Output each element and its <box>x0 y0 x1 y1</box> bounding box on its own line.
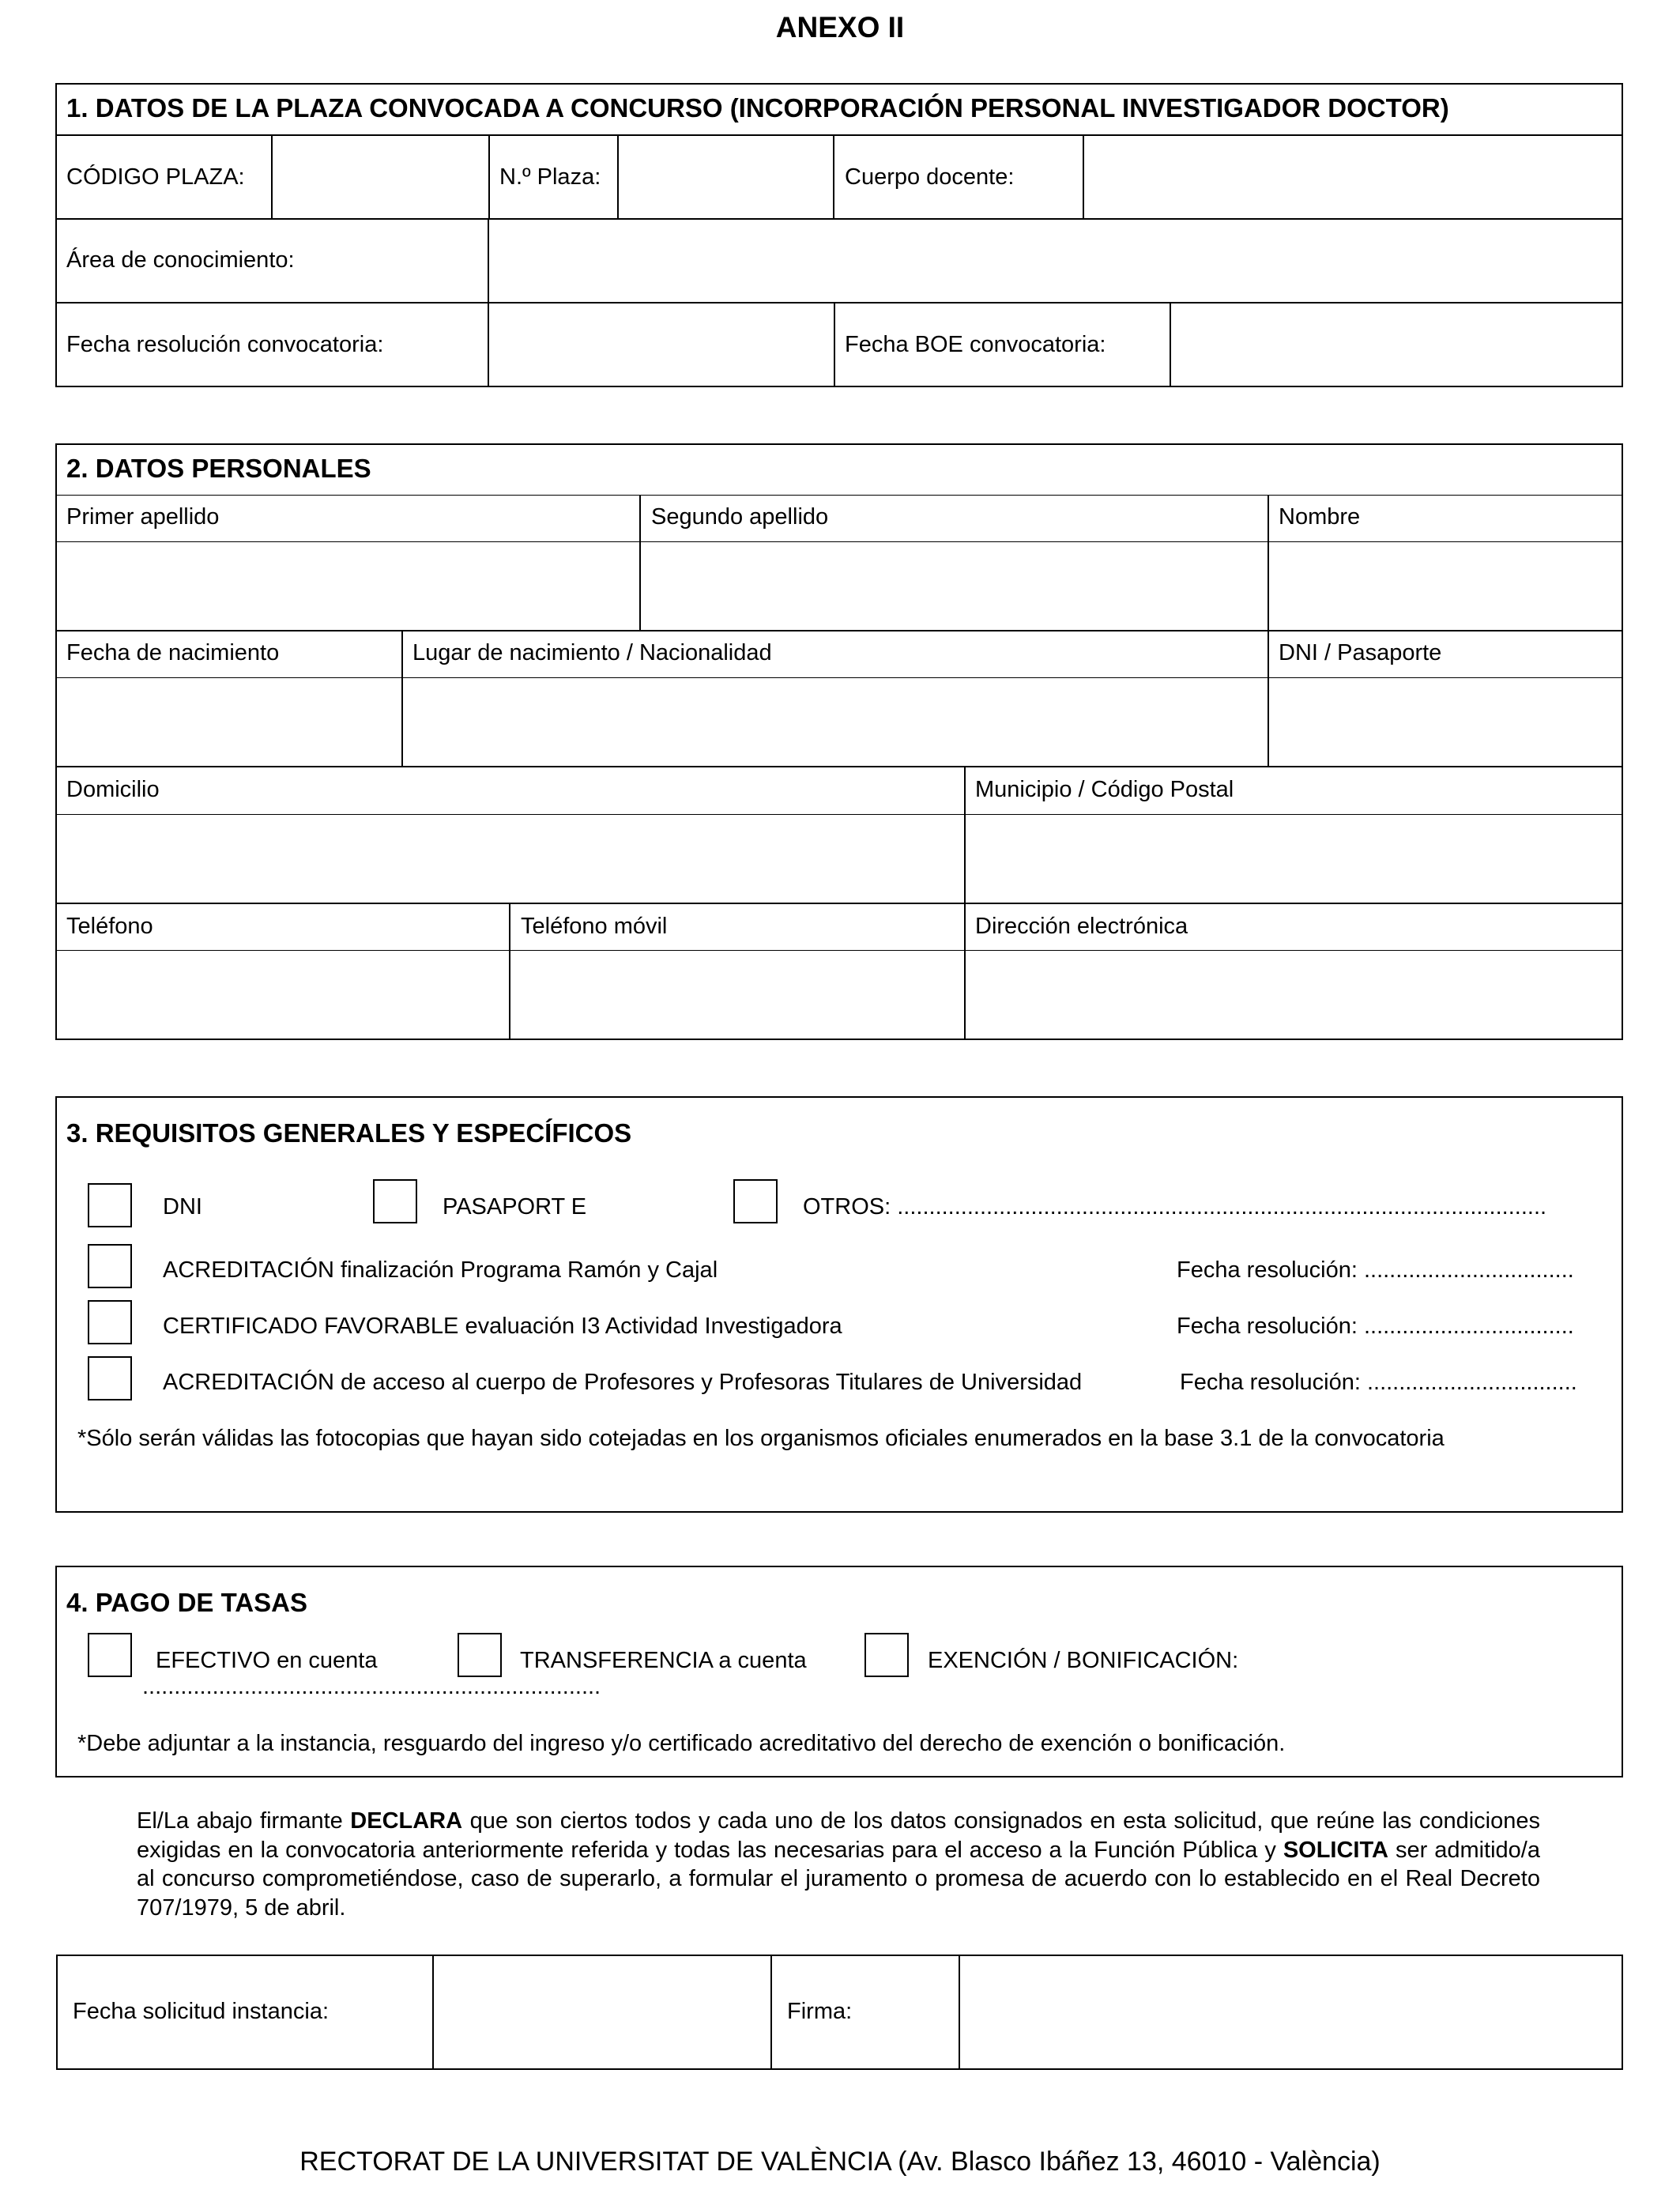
n-plaza-label: N.º Plaza: <box>499 164 601 190</box>
tasas-note: *Debe adjuntar a la instancia, resguardo del ingreso y/o certificado acreditativo del derecho de exención o bonificación. <box>77 1731 1286 1756</box>
primer-apellido-divider <box>55 541 640 542</box>
section-personal-header: 2. DATOS PERSONALES <box>66 454 371 483</box>
fecha-nacimiento-input[interactable] <box>57 679 401 765</box>
efectivo-checkbox[interactable] <box>88 1633 132 1677</box>
direccion-electronica-divider <box>965 950 1623 951</box>
exencion-checkbox[interactable] <box>864 1633 909 1677</box>
requisitos-note: *Sólo serán válidas las fotocopias que hayan sido cotejadas en los organismos oficiales enumerados en la base 3.1 de la convocatoria <box>77 1426 1445 1451</box>
fecha-boe-input[interactable] <box>1172 304 1620 385</box>
fecha-resolucion-label: Fecha resolución convocatoria: <box>66 332 384 357</box>
nombre-input[interactable] <box>1270 543 1620 629</box>
fecha-boe-label: Fecha BOE convocatoria: <box>845 332 1106 357</box>
nombre-divider <box>1268 541 1623 542</box>
fecha-solicitud-label: Fecha solicitud instancia: <box>73 1999 329 2024</box>
declaration-text <box>137 1807 1540 1922</box>
telefono-input[interactable] <box>57 952 508 1038</box>
exencion-label: EXENCIÓN / BONIFICACIÓN: <box>928 1648 1239 1673</box>
exencion-dots: ........................................................................ <box>142 1674 601 1699</box>
cuerpo-docente-input[interactable] <box>1085 137 1620 217</box>
ramon-y-cajal-label: ACREDITACIÓN finalización Programa Ramón y Cajal <box>163 1257 718 1283</box>
lugar-nacimiento-divider <box>402 677 1268 678</box>
fecha-solicitud-input[interactable] <box>435 1956 770 2068</box>
area-conocimiento-label: Área de conocimiento: <box>66 247 295 273</box>
declaration-part3: ser admitido/a al concurso comprometiéndose, caso de superarlo, a formular el juramento o promesa de acuerdo con lo establecido en el Real Decreto 707/1979, 5 de abril. <box>137 1837 1540 1921</box>
pasaporte-checkbox[interactable] <box>373 1179 417 1223</box>
footer-address: RECTORAT DE LA UNIVERSITAT DE VALÈNCIA (Av. Blasco Ibáñez 13, 46010 - València) <box>299 2147 1381 2177</box>
direccion-electronica-input[interactable] <box>966 952 1620 1038</box>
otros-checkbox[interactable] <box>733 1179 778 1223</box>
firma-label: Firma: <box>787 1999 853 2024</box>
acreditacion-titulares-checkbox[interactable] <box>88 1356 132 1400</box>
ramon-y-cajal-checkbox[interactable] <box>88 1244 132 1288</box>
firma-input[interactable] <box>961 1956 1620 2068</box>
telefono-movil-label: Teléfono móvil <box>521 914 668 939</box>
lugar-nacimiento-input[interactable] <box>404 679 1267 765</box>
pasaporte-option-label: PASAPORT E <box>443 1194 587 1220</box>
dni-pasaporte-input[interactable] <box>1270 679 1620 765</box>
dni-option-label: DNI <box>163 1194 202 1220</box>
codigo-plaza-input[interactable] <box>273 137 488 217</box>
otros-option-label: OTROS: ...................................................................................................... <box>803 1194 1547 1220</box>
section-requisitos-header: 3. REQUISITOS GENERALES Y ESPECÍFICOS <box>66 1118 632 1148</box>
declaration-part1: El/La abajo firmante <box>137 1808 351 1834</box>
acreditacion-titulares-fecha: Fecha resolución: ................................. <box>1180 1370 1577 1395</box>
lugar-nacimiento-label: Lugar de nacimiento / Nacionalidad <box>412 640 772 665</box>
fecha-nacimiento-divider <box>55 677 402 678</box>
section-plaza-header: 1. DATOS DE LA PLAZA CONVOCADA A CONCURSO (INCORPORACIÓN PERSONAL INVESTIGADOR DOCTOR) <box>66 93 1449 123</box>
certificado-i3-checkbox[interactable] <box>88 1300 132 1344</box>
primer-apellido-input[interactable] <box>57 543 638 629</box>
certificado-i3-fecha: Fecha resolución: ................................. <box>1177 1314 1574 1339</box>
solicita-keyword: SOLICITA <box>1283 1837 1388 1863</box>
dni-pasaporte-label: DNI / Pasaporte <box>1279 640 1442 665</box>
domicilio-divider <box>55 814 965 815</box>
primer-apellido-label: Primer apellido <box>66 504 220 530</box>
dni-pasaporte-divider <box>1268 677 1623 678</box>
efectivo-label: EFECTIVO en cuenta <box>156 1648 378 1673</box>
page-title: ANEXO II <box>775 11 905 43</box>
direccion-electronica-label: Dirección electrónica <box>975 914 1188 939</box>
fecha-nacimiento-label: Fecha de nacimiento <box>66 640 280 665</box>
municipio-label: Municipio / Código Postal <box>975 777 1234 802</box>
ramon-y-cajal-fecha: Fecha resolución: ................................. <box>1177 1257 1574 1283</box>
telefono-divider <box>55 950 510 951</box>
n-plaza-input[interactable] <box>620 137 832 217</box>
cuerpo-docente-label: Cuerpo docente: <box>845 164 1015 190</box>
acreditacion-titulares-label: ACREDITACIÓN de acceso al cuerpo de Profesores y Profesoras Titulares de Universidad <box>163 1370 1083 1395</box>
telefono-movil-input[interactable] <box>511 952 963 1038</box>
segundo-apellido-label: Segundo apellido <box>651 504 829 530</box>
municipio-input[interactable] <box>966 816 1620 902</box>
segundo-apellido-input[interactable] <box>642 543 1267 629</box>
declara-keyword: DECLARA <box>350 1808 463 1834</box>
segundo-apellido-divider <box>640 541 1268 542</box>
municipio-divider <box>965 814 1623 815</box>
dni-checkbox[interactable] <box>88 1183 132 1227</box>
telefono-label: Teléfono <box>66 914 153 939</box>
certificado-i3-label: CERTIFICADO FAVORABLE evaluación I3 Actividad Investigadora <box>163 1314 842 1339</box>
area-conocimiento-input[interactable] <box>490 221 1620 301</box>
fecha-resolucion-input[interactable] <box>490 304 833 385</box>
transferencia-label: TRANSFERENCIA a cuenta <box>520 1648 807 1673</box>
transferencia-checkbox[interactable] <box>458 1633 502 1677</box>
nombre-label: Nombre <box>1279 504 1361 530</box>
section-tasas-header: 4. PAGO DE TASAS <box>66 1588 307 1617</box>
domicilio-label: Domicilio <box>66 777 160 802</box>
declaration-part2: que son ciertos todos y cada uno de los datos consignados en esta solicitud, que reúne las condiciones exigidas en la convocatoria anteriormente referida y todas las necesarias para el acceso a la Función Pública y <box>137 1808 1541 1863</box>
codigo-plaza-label: CÓDIGO PLAZA: <box>66 164 245 190</box>
telefono-movil-divider <box>510 950 965 951</box>
domicilio-input[interactable] <box>57 816 963 902</box>
